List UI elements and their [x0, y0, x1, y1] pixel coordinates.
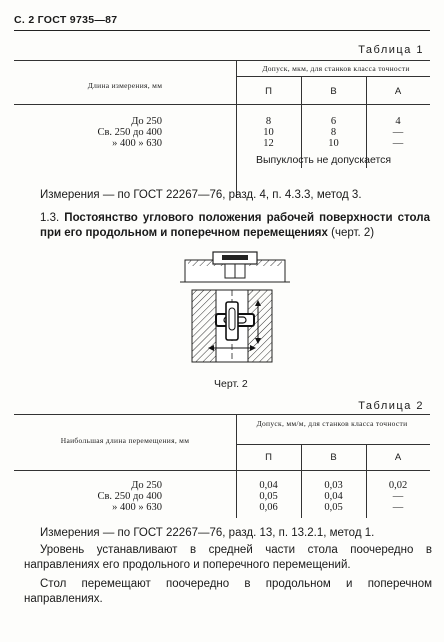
table-cell: 0,04 — [324, 491, 343, 502]
table2-class-v: В — [330, 452, 337, 463]
measurement-ref-1: Измерения — по ГОСТ 22267—76, разд. 4, п. 4.3.3, метод 3. — [40, 189, 362, 201]
table1-top-rule — [14, 60, 430, 61]
table-row: Св. 250 до 400 — [97, 491, 162, 502]
measurement-ref-2: Измерения — по ГОСТ 22267—76, разд. 13, п. 13.2.1, метод 1. — [40, 527, 375, 539]
table1-row-header: Длина измерения, мм — [87, 81, 163, 90]
table2-row-header: Наибольшая длина перемещения, мм — [60, 436, 190, 445]
table1-row-labels — [40, 116, 162, 149]
table-cell: 10 — [263, 127, 274, 138]
table-row: До 250 — [131, 116, 162, 127]
table1-note: Выпуклость не допускается — [256, 154, 392, 166]
table-cell: — — [392, 502, 404, 513]
table2-col-v — [301, 480, 366, 513]
section-1-3 — [40, 211, 430, 241]
table-cell: 10 — [328, 138, 339, 149]
figure-caption: Черт. 2 — [214, 378, 248, 390]
section-ref: (черт. 2) — [331, 227, 375, 239]
table-cell: 0,06 — [259, 502, 278, 513]
table1-col-p — [236, 116, 301, 149]
table2-col-group-header: Допуск, мм/м, для станков класса точности — [256, 419, 408, 428]
table1-col-a — [366, 116, 430, 149]
table-cell: 0,05 — [324, 502, 343, 513]
table2-col-p — [236, 480, 301, 513]
table2-class-a: А — [394, 452, 402, 463]
table-cell: — — [392, 491, 404, 502]
table2-row-labels — [40, 480, 162, 513]
table-cell: 0,05 — [259, 491, 278, 502]
table-cell: 12 — [263, 138, 274, 149]
level-placement-text: Уровень устанавливают в средней части стола поочередно в направлениях его продольного и поперечного перемещений. — [24, 544, 432, 571]
table2-sub-rule — [236, 444, 430, 445]
table-cell: — — [392, 127, 404, 138]
header-rule — [14, 30, 430, 31]
page-header: С. 2 ГОСТ 9735—87 — [14, 14, 118, 26]
figure-2-drawing — [180, 250, 290, 380]
table1-class-v: В — [330, 86, 337, 97]
table1-caption: Таблица 1 — [358, 44, 424, 56]
table-row: » 400 » 630 — [112, 502, 162, 513]
table-cell: 8 — [265, 116, 272, 127]
table-cell: 0,02 — [388, 480, 408, 491]
table2-header-bottom-rule — [14, 470, 430, 471]
table1-sub-rule — [236, 76, 430, 77]
table-cell: 6 — [330, 116, 337, 127]
table-cell: — — [392, 138, 404, 149]
table1-class-p: П — [265, 86, 272, 97]
section-number: 1.3. — [40, 212, 60, 224]
table2-class-p: П — [265, 452, 272, 463]
table-cell: 8 — [330, 127, 337, 138]
table-movement-text: Стол перемещают поочередно в продольном и поперечном направлениях. — [24, 578, 432, 605]
table-cell: 0,04 — [259, 480, 278, 491]
table1-col-group-header: Допуск, мкм, для станков класса точности — [262, 64, 410, 73]
table1-col-v — [301, 116, 366, 149]
table-cell: 0,03 — [324, 480, 343, 491]
table-row: Св. 250 до 400 — [97, 127, 162, 138]
table2-col-a — [366, 480, 430, 513]
table-row: До 250 — [131, 480, 162, 491]
table2-caption: Таблица 2 — [358, 400, 424, 412]
table-cell: 4 — [395, 116, 401, 127]
section-title: Постоянство углового положения рабочей поверхности стола при его продольном и поперечном перемещениях — [40, 212, 430, 239]
table1-class-a: А — [394, 86, 402, 97]
table1-header-bottom-rule — [14, 104, 430, 105]
table-row: » 400 » 630 — [112, 138, 162, 149]
table2-top-rule — [14, 414, 430, 415]
